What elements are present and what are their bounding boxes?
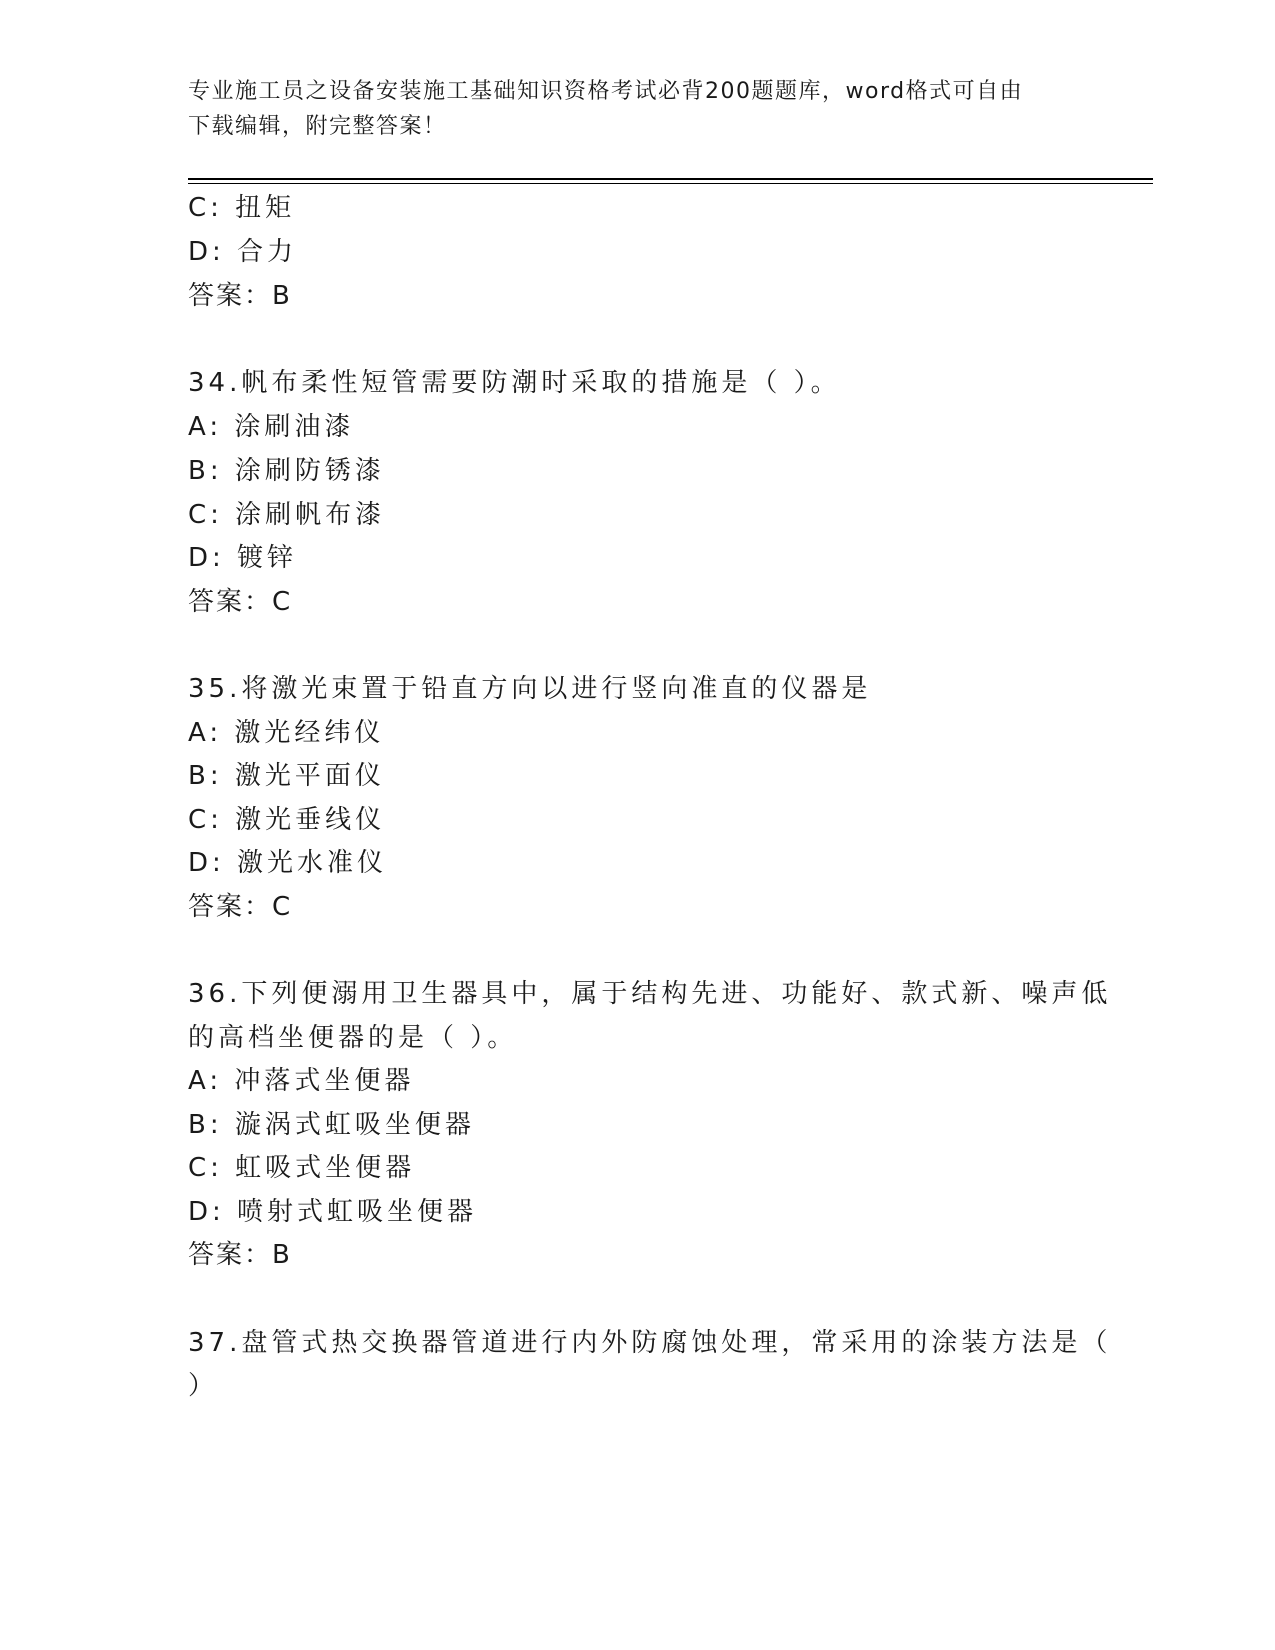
q37-stem-line-1: 37.盘管式热交换器管道进行内外防腐蚀处理，常采用的涂装方法是（ <box>188 1328 1112 1358</box>
q35-option-b: B: 激光平面仪 <box>188 761 385 791</box>
q36-option-d: D: 喷射式虹吸坐便器 <box>188 1197 478 1227</box>
q35-answer: 答案：C <box>188 892 293 922</box>
header-divider-thick <box>188 178 1153 180</box>
prev-answer: 答案：B <box>188 281 292 311</box>
q34-answer: 答案：C <box>188 587 293 617</box>
q35-stem: 35.将激光束置于铅直方向以进行竖向准直的仪器是 <box>188 674 872 704</box>
q36-option-a: A: 冲落式坐便器 <box>188 1066 415 1096</box>
q34-option-b: B: 涂刷防锈漆 <box>188 456 385 486</box>
q34-option-a: A: 涂刷油漆 <box>188 412 355 442</box>
prev-option-d: D: 合力 <box>188 237 298 267</box>
header-line-2: 下载编辑，附完整答案！ <box>188 114 447 139</box>
header-line-1: 专业施工员之设备安装施工基础知识资格考试必背200题题库，word格式可自由 <box>188 79 1024 104</box>
document-header <box>188 74 1088 144</box>
header-divider-thin <box>188 183 1153 184</box>
q34-option-c: C: 涂刷帆布漆 <box>188 500 386 530</box>
q34-stem: 34.帆布柔性短管需要防潮时采取的措施是（ ）。 <box>188 368 841 398</box>
q36-stem-line-1: 36.下列便溺用卫生器具中，属于结构先进、功能好、款式新、噪声低 <box>188 979 1112 1009</box>
prev-option-c: C: 扭矩 <box>188 193 296 223</box>
q34-option-d: D: 镀锌 <box>188 543 298 573</box>
q35-option-a: A: 激光经纬仪 <box>188 718 385 748</box>
q36-option-c: C: 虹吸式坐便器 <box>188 1153 416 1183</box>
q36-option-b: B: 漩涡式虹吸坐便器 <box>188 1110 475 1140</box>
q35-option-c: C: 激光垂线仪 <box>188 805 386 835</box>
q35-option-d: D: 激光水准仪 <box>188 848 388 878</box>
q37-stem-line-2: ） <box>188 1371 219 1401</box>
q36-stem-line-2: 的高档坐便器的是（ ）。 <box>188 1023 518 1053</box>
q36-answer: 答案：B <box>188 1240 292 1270</box>
